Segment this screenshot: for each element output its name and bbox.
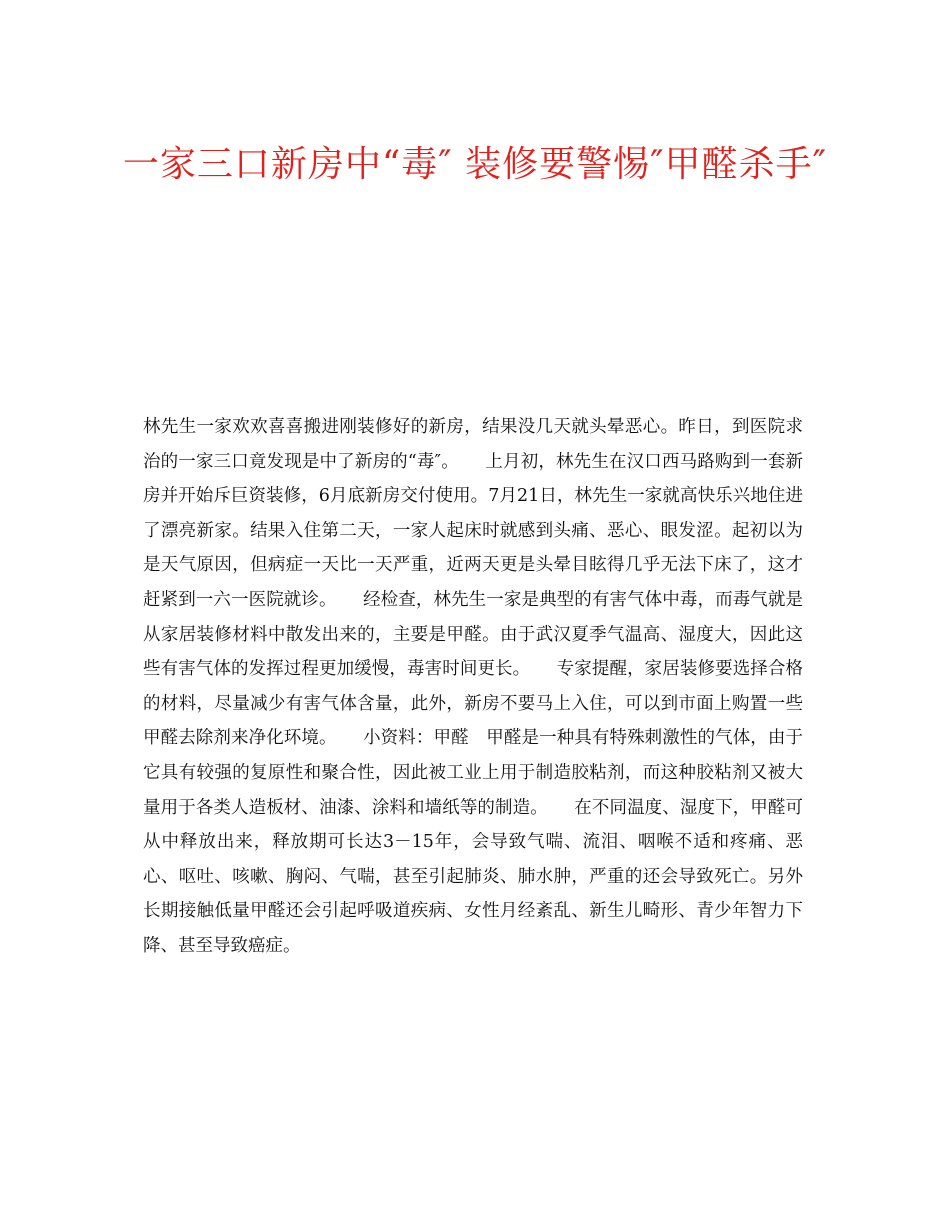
document-title: 一家三口新房中“毒″ 装修要警惕″甲醛杀手″	[122, 144, 828, 185]
document-body-paragraph: 林先生一家欢欢喜喜搬进刚装修好的新房，结果没几天就头晕恶心。昨日，到医院求治的一家三口竟发现是中了新房的“毒″。 上月初，林先生在汉口西马路购到一套新房并开始斥巨资装修，6月底新房交付使用。7月21日，林先生一家就高快乐兴地住进了漂亮新家。结果入住第二天，一家人起床时就感到头痛、恶心、眼发涩。起初以为是天气原因，但病症一天比一天严重，近两天更是头晕目眩得几乎无法下床了，这才赶紧到一六一医院就诊。 经检查，林先生一家是典型的有害气体中毒，而毒气就是从家居装修材料中散发出来的，主要是甲醛。由于武汉夏季气温高、湿度大，因此这些有害气体的发挥过程更加缓慢，毒害时间更长。 专家提醒，家居装修要选择合格的材料，尽量减少有害气体含量，此外，新房不要马上入住，可以到市面上购置一些甲醛去除剂来净化环境。 小资料：甲醛 甲醛是一种具有特殊刺激性的气体，由于它具有较强的复原性和聚合性，因此被工业上用于制造胶粘剂，而这种胶粘剂又被大量用于各类人造板材、油漆、涂料和墙纸等的制造。 在不同温度、湿度下，甲醛可从中释放出来，释放期可长达3－15年，会导致气喘、流泪、咽喉不适和疼痛、恶心、呕吐、咳嗽、胸闷、气喘，甚至引起肺炎、肺水肿，严重的还会导致死亡。另外长期接触低量甲醛还会引起呼吸道疾病、女性月经紊乱、新生儿畸形、青少年智力下降、甚至导致癌症。	[143, 417, 803, 956]
